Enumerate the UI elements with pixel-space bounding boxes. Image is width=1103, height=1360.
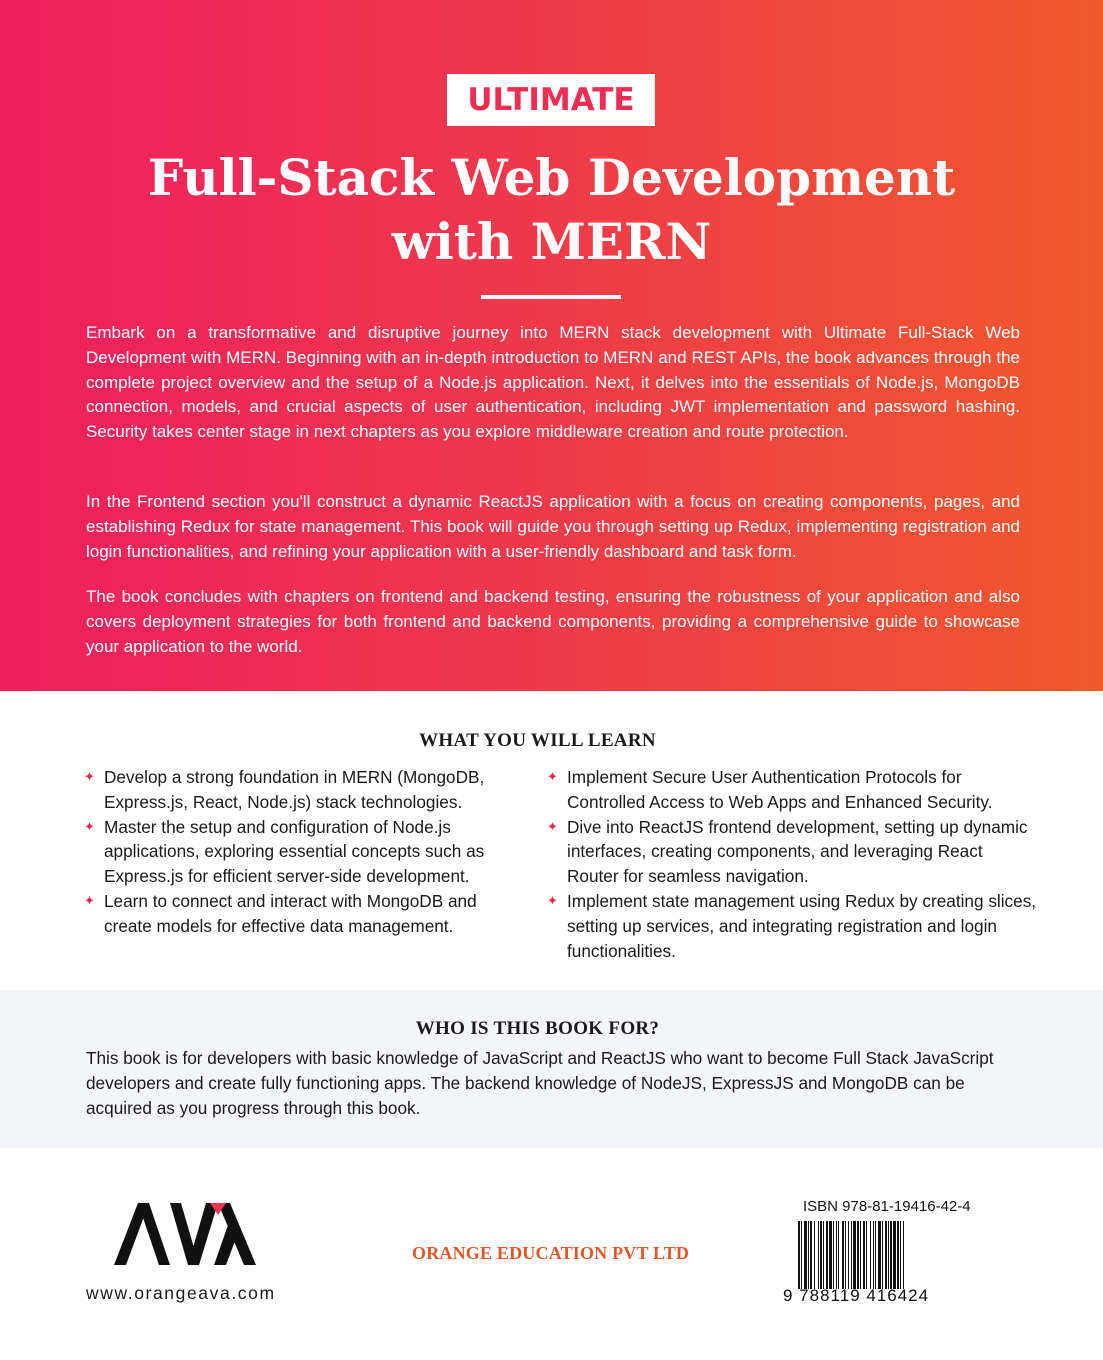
learn-list-left: [84, 765, 524, 939]
learn-item: [547, 815, 1037, 889]
barcode-number: 9 788119 416424: [783, 1286, 930, 1305]
learn-heading: WHAT YOU WILL LEARN: [419, 730, 656, 751]
learn-list-right: [547, 765, 1037, 963]
barcode-bar: [860, 1221, 861, 1289]
barcode-bar: [882, 1221, 883, 1289]
barcode-bar: [801, 1221, 802, 1289]
barcode-bar: [875, 1221, 876, 1289]
barcode-bar: [890, 1221, 892, 1289]
title-divider: [481, 295, 621, 299]
barcode-bar: [848, 1221, 849, 1289]
book-title-line-2: with MERN: [391, 212, 712, 271]
book-title-line-1: Full-Stack Web Development: [147, 148, 956, 207]
description-paragraph-1: Embark on a transformative and disruptive journey into MERN stack development with Ultimate Full-Stack Web Development with MERN. Beginning with an in-depth introduction to MERN and REST APIs, the book advances through the complete project overview and the setup of a Node.js application. Next, it delves into the essentials of Node.js, MongoDB connection, models, and crucial aspects of user authentication, including JWT implementation and password hashing. Security takes center stage in next chapters as you explore middleware creation and route protection.: [86, 323, 1020, 442]
barcode-bar: [870, 1221, 871, 1289]
bullet-star-icon: ✦: [547, 769, 558, 784]
audience-text: This book is for developers with basic knowledge of JavaScript and ReactJS who want to become Full Stack JavaScript developers and create fully functioning apps. The backend knowledge of NodeJS, ExpressJS and MongoDB can be acquired as you progress through this book.: [86, 1048, 994, 1118]
barcode-bar: [853, 1221, 856, 1289]
description-paragraph-2: In the Frontend section you'll construct a dynamic ReactJS application with a focus on creating components, pages, and establishing Redux for state management. This book will guide you through setting up Redux, implementing registration and login functionalities, and refining your application with a user-friendly dashboard and task form.: [86, 492, 1020, 561]
learn-item-text: Develop a strong foundation in MERN (MongoDB, Express.js, React, Node.js) stack technologies.: [104, 767, 485, 812]
learn-item-text: Master the setup and configuration of Node.js applications, exploring essential concepts such as Express.js for efficient server-side development.: [104, 816, 485, 887]
bullet-star-icon: ✦: [84, 818, 95, 834]
barcode-bar: [866, 1221, 867, 1289]
learn-item: [84, 889, 524, 939]
website-url[interactable]: www.orangeava.com: [86, 1283, 276, 1303]
learn-item-text: Implement Secure User Authentication Protocols for Controlled Access to Web Apps and Enhanced Security.: [567, 767, 993, 812]
learn-item: [84, 815, 524, 889]
barcode-bar: [823, 1221, 824, 1289]
audience-heading: WHO IS THIS BOOK FOR?: [415, 1018, 660, 1039]
barcode-bar: [863, 1221, 865, 1289]
isbn-label: ISBN 978-81-19416-42-4: [803, 1198, 971, 1215]
barcode-bar: [885, 1221, 887, 1289]
bullet-star-icon: ✦: [547, 818, 558, 834]
learn-item-text: Implement state management using Redux by creating slices, setting up services, and integrating registration and login functionalities.: [567, 890, 1037, 961]
barcode-bar: [838, 1221, 839, 1289]
barcode-bar: [826, 1221, 828, 1289]
description-paragraph-3: The book concludes with chapters on frontend and backend testing, ensuring the robustness of your application and also covers deployment strategies for both frontend and backend components, providing a comprehensive guide to showcase your application to the world.: [86, 587, 1020, 656]
bullet-star-icon: ✦: [84, 769, 95, 784]
bullet-star-icon: ✦: [547, 892, 558, 908]
isbn-barcode: [798, 1221, 956, 1289]
learn-item-text: Dive into ReactJS frontend development, setting up dynamic interfaces, creating components, and leveraging React Router for seamless navigation.: [567, 816, 1028, 887]
barcode-bar: [857, 1221, 859, 1289]
barcode-bar: [810, 1221, 812, 1289]
barcode-bar: [829, 1221, 832, 1289]
barcode-bar: [814, 1221, 815, 1289]
barcode-bar: [808, 1221, 809, 1289]
learn-item: [547, 765, 1037, 815]
barcode-bar: [804, 1221, 807, 1289]
barcode-bar: [903, 1221, 904, 1289]
barcode-bar: [851, 1221, 852, 1289]
learn-item: [84, 765, 524, 815]
barcode-bar: [836, 1221, 837, 1289]
barcode-bar: [888, 1221, 889, 1289]
learn-item: [547, 889, 1037, 963]
bullet-star-icon: ✦: [84, 892, 95, 908]
ultimate-badge: [447, 74, 655, 126]
book-title: [0, 146, 1103, 274]
barcode-bar: [842, 1221, 844, 1289]
barcode-bar: [833, 1221, 834, 1289]
barcode-bar: [893, 1221, 896, 1289]
publisher-name: ORANGE EDUCATION PVT LTD: [412, 1243, 690, 1263]
ava-logo: [114, 1203, 256, 1267]
barcode-bar: [798, 1221, 800, 1289]
barcode-bar: [873, 1221, 874, 1289]
barcode-bar: [878, 1221, 881, 1289]
barcode-bar: [845, 1221, 846, 1289]
barcode-bar: [900, 1221, 901, 1289]
barcode-bar: [897, 1221, 899, 1289]
badge-label: ULTIMATE: [467, 82, 635, 118]
barcode-bar: [820, 1221, 822, 1289]
learn-item-text: Learn to connect and interact with MongoDB and create models for effective data management.: [104, 890, 477, 936]
barcode-bar: [818, 1221, 819, 1289]
